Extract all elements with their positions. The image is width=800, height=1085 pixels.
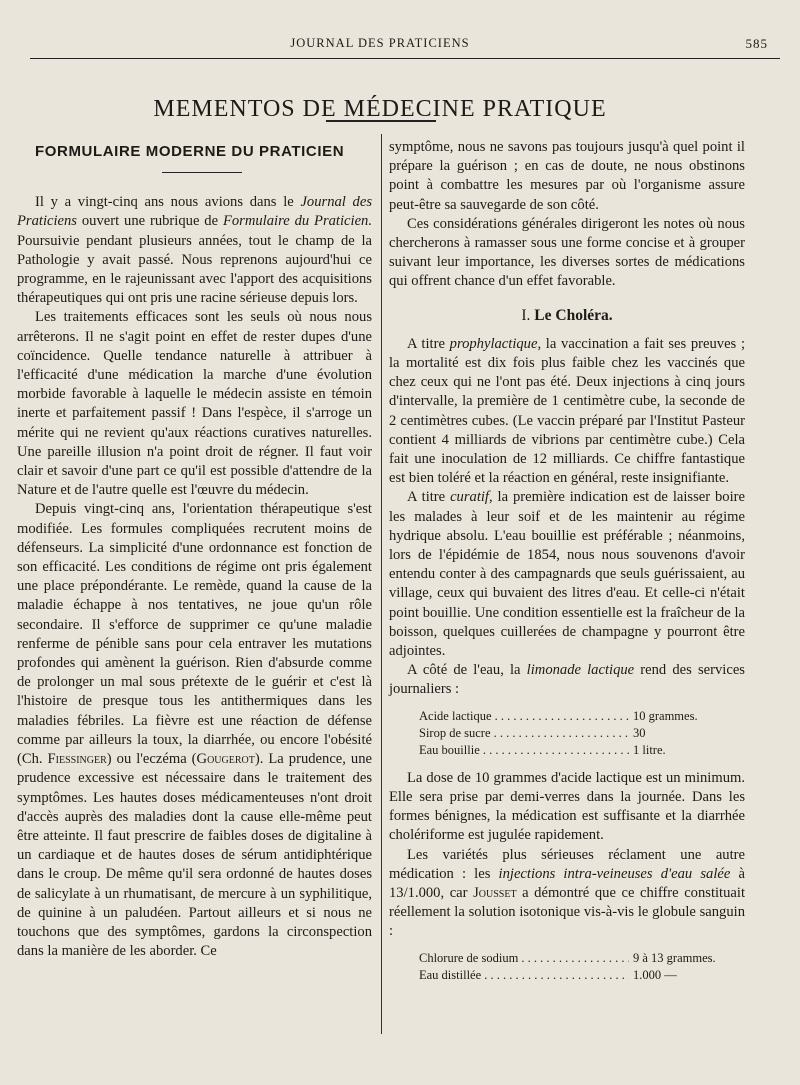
recipe-row — [419, 725, 745, 742]
paragraph — [389, 488, 745, 661]
paragraph: La dose de 10 grammes d'acide lactique est un minimum. Elle sera prise par demi-verres dans la journée. Dans les formes bénignes, la médication est suffisante et la diarrhée cholériforme est jugulée rapidement. — [389, 769, 745, 844]
paragraph — [17, 193, 372, 308]
author-name: Jousset — [473, 884, 517, 901]
author-name: Fiessinger — [47, 751, 107, 768]
ingredient-name: Sirop de sucre . . . — [419, 725, 629, 742]
text-run: A titre — [407, 335, 450, 352]
emphasis: curatif, — [450, 489, 493, 506]
page-title: MEMENTOS DE MÉDECINE PRATIQUE — [153, 96, 607, 123]
paragraph: Ces considérations générales dirigeront les notes où nous chercherons à ramasser sous une forme concise et à grouper suivant leur importance, les diverses sortes de médications qui offrent chance d'un effet favorable. — [389, 215, 745, 290]
section-heading: FORMULAIRE MODERNE DU PRATICIEN — [35, 143, 345, 160]
text-run: ) ou l'eczéma ( — [106, 751, 197, 768]
ingredient-quantity: 1 litre. — [633, 742, 666, 757]
emphasis: injections intra-veineuses d'eau salée — [498, 865, 731, 882]
text-run: à 13/1.000, car — [389, 865, 745, 901]
paragraph — [389, 335, 745, 489]
subheading-name: Le Choléra. — [534, 306, 613, 324]
column-divider — [381, 134, 382, 1034]
paragraph — [389, 846, 745, 942]
recipe-row — [419, 742, 745, 759]
recipe-row — [419, 708, 745, 725]
ingredient-name: Eau bouillie . . . — [419, 742, 629, 759]
text-run: rend des services journaliers : — [389, 662, 745, 698]
text-run: la première indication est de laisser boire les malades à leur soif et de les maintenir au régime hydrique absolu. L'eau bouillie est préférable ; néanmoins, lors de l'épidémie de 1854, nous nous souvenons d'avoir entendu conter à des campagnards que seuls guérissaient, au village, ceux qui buvaient des litres d'eau. Et celle-ci n'était point bouillie. Une condition essentielle est la fraîcheur de la boisson, quelques cuillerées de champagne y pourront être adjointes. — [389, 489, 745, 660]
emphasis: prophylactique, — [449, 335, 542, 352]
header-rule — [30, 58, 780, 59]
ingredient-quantity: 1.000 — — [633, 967, 677, 982]
text-run: Poursuivie pendant plusieurs années, tout le champ de la Pathologie y avait passé. Nous reprenons aujourd'hui ce programme, en le rajeunissant avec l'apport des acquisitions thérapeutiques qui ont pris une racine sérieuse depuis lors. — [17, 232, 372, 307]
cholera-subheading — [389, 306, 745, 325]
lactic-lemonade-recipe — [419, 708, 745, 759]
ingredient-name: Chlorure de sodium . . . — [419, 950, 629, 967]
ingredient-quantity: 30 — [633, 725, 646, 740]
ingredient-name: Eau distillée . . . — [419, 967, 629, 984]
left-column — [17, 138, 372, 961]
text-run: ouvert une rubrique de — [77, 213, 223, 230]
running-head — [0, 36, 800, 56]
text-run: Il y a vingt-cinq ans nous avions dans le — [35, 194, 301, 211]
recipe-row — [419, 967, 745, 984]
author-name: Gougerot — [196, 751, 255, 768]
paragraph: Les traitements efficaces sont les seuls où nous nous arrêterons. Il ne s'agit point en effet de rester dupes d'une coïncidence. Quelle tendance naturelle à attribuer à l'efficacité d'une médication la marche d'une évolution morbide favorable à laquelle le médecin assiste en témoin inerte et parfaitement passif ! Dans l'espèce, il s'arroge un mérite qui ne revient qu'aux réactions curatives naturelles. Une pareille illusion n'a point droit de régner. Il faut voir clair et savoir d'une part ce qu'il est possible d'attendre de la Nature et de l'autre quelle est l'œuvre du médecin. — [17, 309, 372, 499]
section-rule — [162, 172, 242, 173]
paragraph — [389, 661, 745, 699]
emphasis: limonade lactique — [526, 662, 635, 679]
subheading-number: I. — [521, 306, 531, 324]
right-column — [389, 138, 745, 994]
recipe-row — [419, 950, 745, 967]
journal-name: JOURNAL DES PRATICIENS — [290, 36, 470, 50]
ingredient-name: Acide lactique . . . — [419, 708, 629, 725]
text-run: A côté de l'eau, la — [407, 662, 527, 679]
saline-solution-recipe — [419, 950, 745, 984]
text-run: A titre — [407, 489, 451, 506]
page-number: 585 — [745, 36, 768, 51]
ingredient-quantity: 10 grammes. — [633, 708, 698, 723]
text-run: ). La prudence, une prudence excessive est nécessaire dans le traitement des symptômes. Les hautes doses médicamenteuses n'ont droit d'accès auprès des maladies dont la cause elle-même peut être atteinte. Il faut prescrire de faibles doses de digitaline à un cardiaque et de hautes doses de sérum antidiphtérique dans le croup. De même qu'il sera ordonné de hautes doses de salicylate à un rhumatisant, de mercure à un syphilitique, de quinine à un paludéen. Partout ailleurs et si nous ne touchons que des symptômes, gardons la circonspection dans la manière de les aborder. Ce — [17, 751, 372, 960]
ingredient-quantity: 9 à 13 grammes. — [633, 950, 716, 965]
journal-title-italic: Journal des Praticiens — [17, 194, 372, 230]
text-run: Les variétés plus sérieuses réclament une autre médication : les — [389, 846, 745, 882]
paragraph — [17, 500, 372, 961]
rubric-title-italic: Formulaire du Praticien. — [222, 213, 373, 230]
title-rule — [326, 120, 436, 122]
text-run: Depuis vingt-cinq ans, l'orientation thérapeutique s'est modifiée. Les formules compliquées recrutent moins de défenseurs. La simplicité d'une ordonnance est fonction de son efficacité. Les conditions de régime ont pris également une place prépondérante. Le remède, quand la cause de la maladie échappe à nos tentatives, ne joue qu'un rôle secondaire. Il s'efforce de supprimer ce qu'une maladie renferme de pénible sans pour cela entraver les mutations profondes qui amènent la guérison. Rien d'absurde comme de prolonger un mal sous prétexte de le guérir et c'est là l'histoire de presque tous les antithermiques dans les maladies fébriles. La fièvre est une réaction de défense comme par ailleurs la toux, la diarrhée, ou encore l'obésité (Ch. — [17, 501, 372, 768]
text-run: a démontré que ce chiffre constituait réellement la solution isotonique vis-à-vis le globule sanguin : — [389, 884, 745, 940]
text-run: la vaccination a fait ses preuves ; la mortalité est dix fois plus faible chez les vaccinés que chez ceux qui ne l'ont pas été. Deux injections à cinq jours d'intervalle, la première de 1 centimètre cube, la seconde de 2 centimètres cubes. (Le vaccin préparé par l'Institut Pasteur contient 4 milliards de vibrions par centimètre cube.) Cela fait une inoculation de 12 milliards. Ce chiffre fantastique est bien toléré et la réaction en général, reste insignifiante. — [389, 335, 745, 487]
paragraph: symptôme, nous ne savons pas toujours jusqu'à quel point il prépare la guérison ; en cas de doute, ne nous obstinons point à combattre les mesures par où l'organisme assure peut-être sa sauvegarde de son côté. — [389, 139, 745, 213]
